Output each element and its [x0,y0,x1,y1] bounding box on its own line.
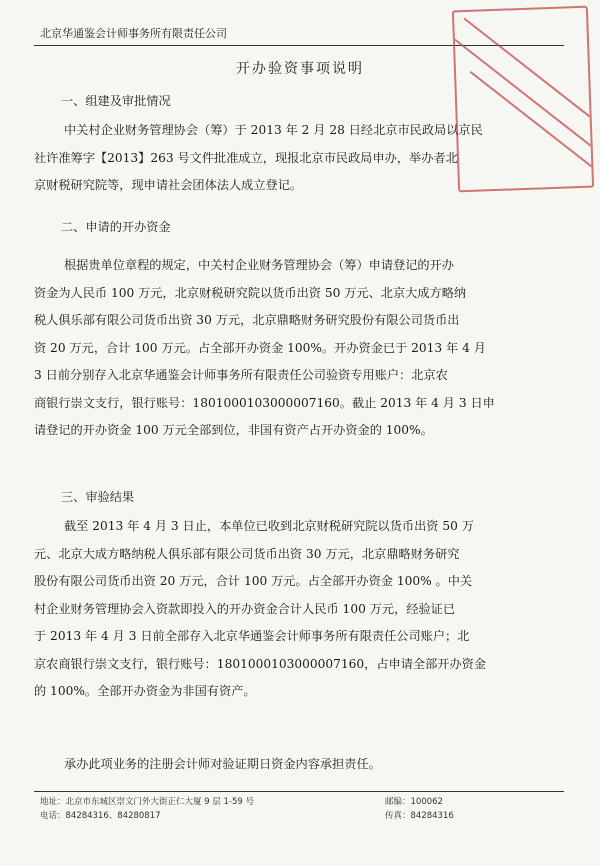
section-body [34,252,495,445]
text-line: 社许准筹字【2013】263 号文件批准成立，现报北京市民政局申办，举办者北 [34,150,458,165]
text-line: 3 日前分别存入北京华通鉴会计师事务所有限责任公司验资专用账户：北京农 [34,368,448,382]
closing-statement: 承办此项业务的注册会计师对验证期日资金内容承担责任。 [64,757,381,771]
footer-rule [34,791,564,792]
section-heading: 一、组建及审批情况 [61,94,171,108]
text-line: 税人俱乐部有限公司货币出资 30 万元，北京鼎略财务研究股份有限公司货币出 [34,313,460,327]
footer-postcode: 邮编：100062 [385,797,443,807]
section-body [34,513,486,706]
footer-fax: 传真：84284316 [385,811,454,821]
text-line: 元、北京大成方略纳税人俱乐部有限公司货币出资 30 万元，北京鼎略财务研究 [34,546,460,561]
text-line: 京农商银行崇文支行，银行账号：1801000103000007160，占申请全部开办资金 [34,656,487,671]
text-line: 请登记的开办资金 100 万元全部到位，非国有资产占开办资金的 100%。 [34,423,433,437]
footer-phone: 电话：84284316、84280817 [40,811,161,821]
text-line: 村企业财务管理协会入资款即投入的开办资金合计人民币 100 万元，经验证已 [34,601,456,616]
text-line: 京财税研究院等，现申请社会团体法人成立登记。 [34,178,303,192]
text-line: 截至 2013 年 4 月 3 日止，本单位已收到北京财税研究院以货币出资 50 万 [64,519,474,533]
text-line: 股份有限公司货币出资 20 万元，合计 100 万元。占全部开办资金 100% 。中关 [34,574,473,588]
header-firm-name: 北京华通鉴会计师事务所有限责任公司 [40,27,227,40]
section-body [34,117,483,200]
text-line: 于 2013 年 4 月 3 日前全部存入北京华通鉴会计师事务所有限责任公司账户；北 [34,629,470,643]
text-line: 资 20 万元，合计 100 万元。占全部开办资金 100%。开办资金已于 2013 年 4 月 [34,340,486,355]
stamp-stroke [470,71,594,174]
text-line: 商银行崇文支行，银行账号：1801000103000007160。截止 2013 年 4 月 3 日申 [34,395,495,410]
text-line: 根据贵单位章程的规定，中关村企业财务管理协会（筹）申请登记的开办 [64,258,454,272]
document-title: 开办验资事项说明 [236,61,364,77]
footer-address: 地址：北京市东城区崇文门外大街正仁大厦 9 层 1-59 号 [40,797,255,807]
text-line: 的 100%。全部开办资金为非国有资产。 [34,684,256,698]
text-line: 资金为人民币 100 万元，北京财税研究院以货币出资 50 万元、北京大成方略纳 [34,285,467,300]
section-heading: 二、申请的开办资金 [61,220,171,234]
text-line: 中关村企业财务管理协会（筹）于 2013 年 2 月 28 日经北京市民政局以京民 [64,123,483,137]
section-heading: 三、审验结果 [61,490,135,504]
